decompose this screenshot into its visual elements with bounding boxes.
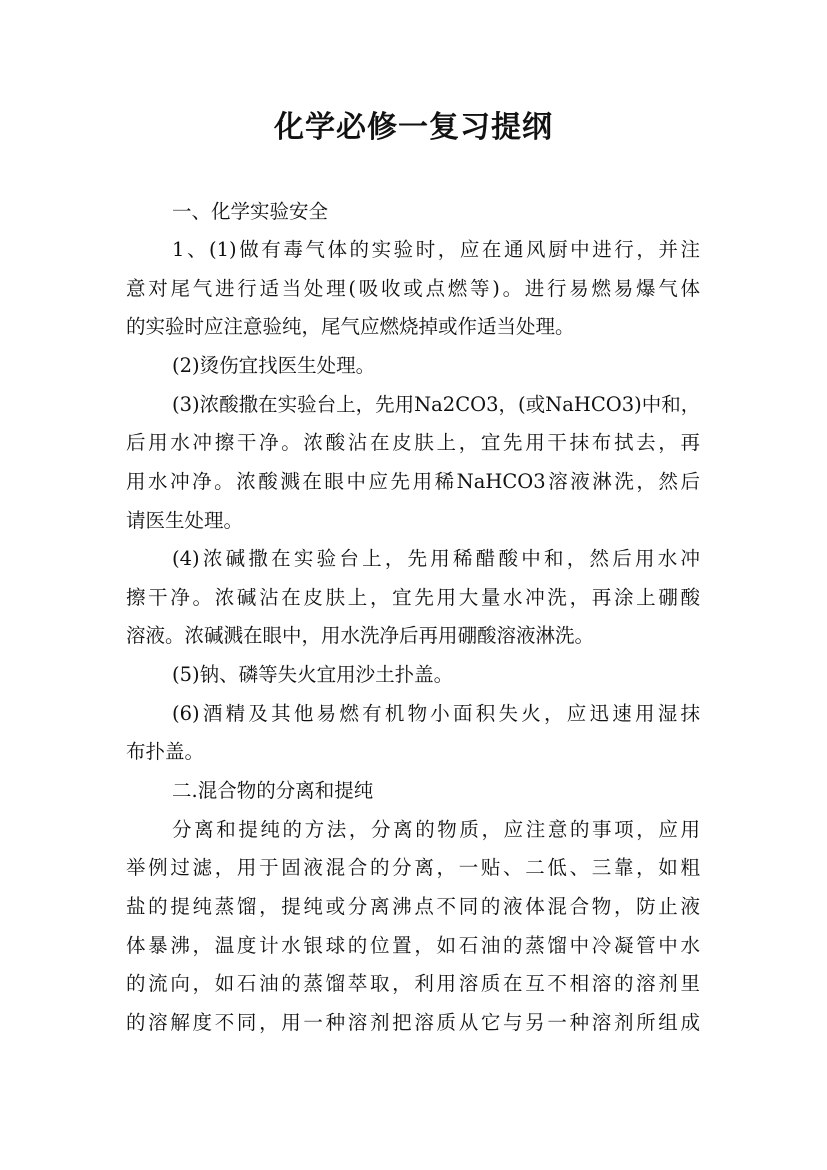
paragraph-line: 用水冲净。浓酸溅在眼中应先用稀NaHCO3溶液淋洗，然后 — [126, 470, 700, 493]
paragraph-line: (2)烫伤宜找医生处理。 — [172, 354, 376, 377]
paragraph-line: 擦干净。浓碱沾在皮肤上，宜先用大量水冲洗，再涂上硼酸 — [126, 586, 700, 609]
paragraph-line: 1、(1)做有毒气体的实验时，应在通风厨中进行，并注 — [172, 238, 700, 261]
paragraph-line: 分离和提纯的方法，分离的物质，应注意的事项，应用 — [172, 818, 700, 841]
paragraph-line: 布扑盖。 — [126, 740, 205, 763]
paragraph-line: 的实验时应注意验纯，尾气应燃烧掉或作适当处理。 — [126, 315, 575, 338]
paragraph-line: (4)浓碱撒在实验台上，先用稀醋酸中和，然后用水冲 — [172, 547, 700, 570]
paragraph-line: (6)酒精及其他易燃有机物小面积失火，应迅速用湿抹 — [172, 702, 700, 725]
paragraph-line: 的流向，如石油的蒸馏萃取，利用溶质在互不相溶的溶剂里 — [126, 972, 700, 995]
paragraph-line: 的溶解度不同，用一种溶剂把溶质从它与另一种溶剂所组成 — [126, 1011, 700, 1034]
section-heading: 二.混合物的分离和提纯 — [172, 779, 374, 802]
paragraph-line: 请医生处理。 — [126, 509, 244, 532]
paragraph-line: 举例过滤，用于固液混合的分离，一贴、二低、三靠，如粗 — [126, 856, 700, 879]
document-title: 化学必修一复习提纲 — [274, 110, 553, 145]
paragraph-line: 溶液。浓碱溅在眼中，用水洗净后再用硼酸溶液淋洗。 — [126, 624, 595, 647]
paragraph-line: 后用水冲擦干净。浓酸沾在皮肤上，宜先用干抹布拭去，再 — [126, 431, 700, 454]
paragraph-line: (5)钠、磷等失火宜用沙土扑盖。 — [172, 663, 454, 686]
paragraph-line: 意对尾气进行适当处理(吸收或点燃等)。进行易燃易爆气体 — [126, 277, 700, 300]
section-heading: 一、化学实验安全 — [172, 200, 329, 223]
paragraph-line: 体暴沸，温度计水银球的位置，如石油的蒸馏中冷凝管中水 — [126, 934, 700, 957]
paragraph-line: 盐的提纯蒸馏，提纯或分离沸点不同的液体混合物，防止液 — [126, 895, 700, 918]
paragraph-line: (3)浓酸撒在实验台上，先用Na2CO3，(或NaHCO3)中和， — [172, 393, 701, 416]
